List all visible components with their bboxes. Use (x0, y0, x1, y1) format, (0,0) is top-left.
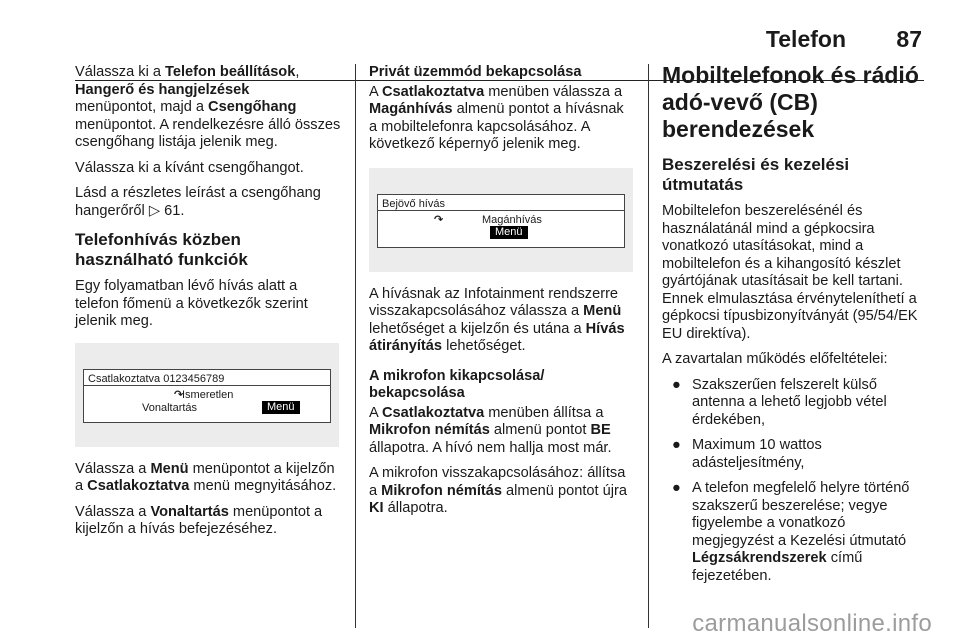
display-caller: Magánhívás (482, 213, 542, 226)
column-2 (369, 64, 633, 526)
heading-call-functions: Telefonhívás közben használható funkciók (75, 230, 248, 269)
display-caller: Ismeretlen (182, 388, 234, 401)
paragraph-prerequisites: A zavartalan működés előfeltételei: (662, 351, 888, 367)
heading-mobile-cb: Mobiltelefonok és rádió adó-vevő (CB) berendezések (662, 62, 919, 142)
column-divider-1 (355, 64, 356, 628)
list-item: ● A telefon megfelelő helyre történő szakszerű beszerelése; vegye figyelembe a vonatkozó megjegyzést a Kezelési útmutató Légzsákrendszerek című fejezetében. (672, 480, 910, 584)
phone-transfer-icon: ↷ (434, 213, 444, 226)
page-ref-arrow-icon: ▷ (148, 202, 161, 219)
paragraph-mute-on: A Csatlakoztatva menüben állítsa a Mikrofon némítás almenü pontot BE állapotra. A hívó nem hallja most már. (369, 404, 612, 456)
paragraph-mute-off: A mikrofon visszakapcsolásához: állítsa a Mikrofon némítás almenü pontot újra KI állapotra. (369, 465, 627, 516)
column-1 (75, 64, 341, 547)
paragraph-select-menu: Válassza a Menü menüpontot a kijelzőn a Csatlakoztatva menü megnyitásához. (75, 460, 337, 494)
infotainment-display (377, 194, 625, 248)
paragraph-installation: Mobiltelefon beszerelésénél és használatánál mind a gépkocsira vonatkozó utasításokat, mind a mobiltelefon és a kihangosító készlet gyártójának utasításait be kell tartani. Ennek elmulasztása érvényteleníthetí a gépkocsi típusbizonyítványát (95/54/EK EU direktíva). (662, 203, 918, 342)
paragraph-select-hold: Válassza a Vonaltartás menüpontot a kijelzőn a hívás befejezéséhez. (75, 503, 323, 537)
display-title: Bejövő hívás (382, 197, 445, 210)
bullet-icon: ● (672, 480, 681, 496)
screen-illustration-connected (75, 343, 339, 447)
screen-illustration-incoming (369, 168, 633, 272)
display-title: Csatlakoztatva 0123456789 (88, 372, 225, 385)
display-menu-badge: Menü (262, 401, 300, 414)
column-divider-2 (648, 64, 649, 628)
phone-transfer-icon: ↷ (174, 388, 184, 401)
heading-mute: A mikrofon kikapcsolása/ bekapcsolása (369, 367, 545, 401)
bullet-icon: ● (672, 376, 681, 393)
list-item: ● Maximum 10 wattos adásteljesítmény, (672, 437, 822, 471)
section-title: Telefon (765, 26, 846, 52)
bullet-icon: ● (672, 437, 681, 453)
paragraph-choose-ringtone: Válassza ki a kívánt csengőhangot. (75, 159, 304, 176)
page-number: 87 (896, 26, 922, 52)
paragraph-call-menu-intro: Egy folyamatban lévő hívás alatt a telefon főmenü a következők szerint jelenik meg. (75, 278, 308, 329)
infotainment-display (83, 369, 331, 423)
heading-installation: Beszerelési és kezelési útmutatás (662, 155, 850, 194)
display-menu-badge: Menü (490, 226, 528, 239)
heading-private-mode: Privát üzemmód bekapcsolása (369, 64, 582, 80)
column-3 (662, 64, 928, 593)
list-item: ● Szakszerűen felszerelt külső antenna a lehető legjobb vétel érdekében, (672, 376, 887, 428)
paragraph-ringtone-path: Válassza ki a Telefon beállítások, Hangerő és hangjelzések menüpontot, majd a Csengőhang menüpontot. A rendelkezésre álló összes csengőhang listája jelenik meg. (75, 64, 341, 150)
page-header (0, 26, 960, 56)
display-hold-option: Vonaltartás (142, 401, 198, 414)
paragraph-see-volume: Lásd a részletes leírást a csengőhang hangerőről ▷ 61. (75, 185, 321, 219)
paragraph-private-call: A Csatlakoztatva menüben válassza a Magánhívás almenü pontot a hívásnak a mobiltelefonra kapcsolásához. A következő képernyő jelenik meg. (369, 83, 624, 152)
watermark: carmanualsonline.info (692, 610, 932, 637)
paragraph-transfer-back: A hívásnak az Infotainment rendszerre visszakapcsolásához válassza a Menü lehetőséget a kijelzőn és utána a Hívás átirányítás lehetőséget. (369, 285, 625, 354)
